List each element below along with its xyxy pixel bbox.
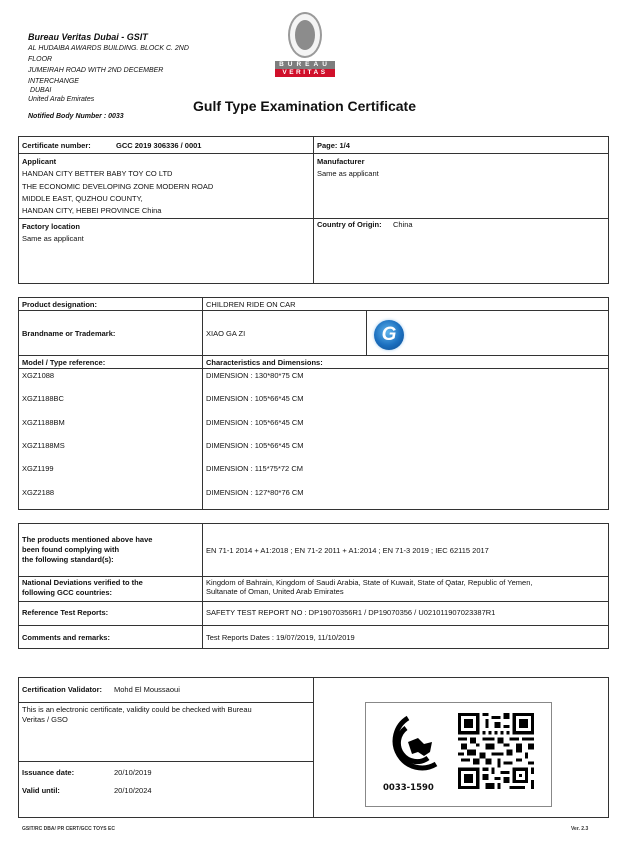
divider (18, 355, 609, 356)
certificate-number-label: Certificate number: (22, 141, 91, 150)
validator-value: Mohd El Moussaoui (114, 685, 180, 694)
footer-version: Ver. 2.3 (571, 826, 589, 832)
deviations-value: Sultanate of Oman, United Arab Emirates (206, 587, 344, 596)
factory-location-value: Same as applicant (22, 234, 84, 243)
logo-text-veritas: VERITAS (275, 69, 335, 77)
divider (18, 576, 609, 577)
product-designation-label: Product designation: (22, 300, 97, 309)
test-reports-value: SAFETY TEST REPORT NO : DP19070356R1 / DP19070356 / U021011907023387R1 (206, 608, 496, 617)
validator-label: Certification Validator: (22, 685, 103, 694)
manufacturer-value: Same as applicant (317, 169, 379, 178)
standards-label: The products mentioned above have (22, 535, 153, 544)
model-dimension: DIMENSION : 105*66*45 CM (206, 418, 304, 427)
divider (18, 702, 314, 703)
divider (313, 136, 314, 284)
address-line: DUBAI (28, 87, 52, 94)
model-column-header: Model / Type reference: (22, 358, 106, 367)
divider (202, 297, 203, 510)
divider (18, 368, 609, 369)
address-line: United Arab Emirates (28, 96, 95, 103)
divider (18, 601, 609, 602)
standards-label: the following standard(s): (22, 555, 114, 564)
test-reports-label: Reference Test Reports: (22, 608, 109, 617)
model-dimension: DIMENSION : 127*80*76 CM (206, 488, 304, 497)
deviations-value: Kingdom of Bahrain, Kingdom of Saudi Arabia, State of Kuwait, State of Qatar, Republic of Yemen, (206, 578, 533, 587)
page-title: Gulf Type Examination Certificate (193, 98, 417, 114)
issuance-date-label: Issuance date: (22, 768, 75, 777)
electronic-cert-note: This is an electronic certificate, validity could be checked with Bureau (22, 705, 252, 714)
address-line: AL HUDAIBA AWARDS BUILDING. BLOCK C. 2ND (28, 45, 189, 52)
certificate-number-value: GCC 2019 306336 / 0001 (116, 141, 202, 150)
country-of-origin-value: China (393, 220, 413, 229)
brandname-value: XIAO GA ZI (206, 329, 246, 338)
issuance-date-value: 20/10/2019 (114, 768, 152, 777)
comments-value: Test Reports Dates : 19/07/2019, 11/10/2019 (206, 633, 355, 642)
address-line: JUMEIRAH ROAD WITH 2ND DECEMBER (28, 67, 164, 74)
divider (18, 761, 314, 762)
model-ref: XGZ1199 (22, 464, 54, 473)
country-of-origin-label: Country of Origin: (317, 220, 382, 229)
issuer-name: Bureau Veritas Dubai - GSIT (28, 32, 148, 42)
model-ref: XGZ1188BC (22, 394, 64, 403)
manufacturer-label: Manufacturer (317, 157, 365, 166)
issuer-address (28, 43, 218, 104)
valid-until-value: 20/10/2024 (114, 786, 152, 795)
divider (202, 523, 203, 649)
bureau-veritas-logo (275, 12, 335, 77)
footer-doc-code: GSIT/RC DBA/ PR CERT/GCC TOYS EC (22, 826, 115, 832)
applicant-line: HANDAN CITY, HEBEI PROVINCE China (22, 206, 162, 215)
notified-body-number: Notified Body Number : 0033 (28, 113, 124, 120)
brandname-label: Brandname or Trademark: (22, 329, 116, 338)
comments-label: Comments and remarks: (22, 633, 110, 642)
deviations-label: National Deviations verified to the (22, 578, 143, 587)
logo-text-bureau: BUREAU (275, 61, 335, 69)
applicant-line: THE ECONOMIC DEVELOPING ZONE MODERN ROAD (22, 182, 214, 191)
gcc-mark-code: 0033-1590 (383, 783, 434, 793)
model-dimension: DIMENSION : 130*80*75 CM (206, 371, 304, 380)
electronic-cert-note: Veritas / GSO (22, 715, 68, 724)
model-dimension: DIMENSION : 105*66*45 CM (206, 441, 304, 450)
model-dimension: DIMENSION : 115*75*72 CM (206, 464, 303, 473)
bureau-veritas-seal-icon (288, 12, 322, 58)
product-designation-value: CHILDREN RIDE ON CAR (206, 300, 296, 309)
valid-until-label: Valid until: (22, 786, 60, 795)
dimensions-column-header: Characteristics and Dimensions: (206, 358, 323, 367)
divider (18, 310, 609, 311)
model-ref: XGZ2188 (22, 488, 55, 497)
model-ref: XGZ1188BM (22, 418, 65, 427)
deviations-label: following GCC countries: (22, 588, 112, 597)
model-ref: XGZ1088 (22, 371, 55, 380)
address-line: INTERCHANGE (28, 78, 79, 85)
brand-g-logo-icon: G (374, 320, 404, 350)
divider (18, 625, 609, 626)
model-dimension: DIMENSION : 105*66*45 CM (206, 394, 304, 403)
applicant-line: MIDDLE EAST, QUZHOU COUNTY, (22, 194, 143, 203)
standards-value: EN 71-1 2014 + A1:2018 ; EN 71-2 2011 + A1:2014 ; EN 71-3 2019 ; IEC 62115 2017 (206, 546, 489, 555)
gcc-conformity-mark-icon (378, 712, 442, 776)
factory-location-label: Factory location (22, 222, 80, 231)
page-indicator: Page: 1/4 (317, 141, 350, 150)
model-ref: XGZ1188MS (22, 441, 65, 450)
divider (313, 677, 314, 818)
qr-code-icon[interactable] (458, 713, 534, 789)
address-line: FLOOR (28, 56, 53, 63)
applicant-label: Applicant (22, 157, 57, 166)
divider (366, 310, 367, 355)
standards-label: been found complying with (22, 545, 120, 554)
applicant-line: HANDAN CITY BETTER BABY TOY CO LTD (22, 169, 173, 178)
